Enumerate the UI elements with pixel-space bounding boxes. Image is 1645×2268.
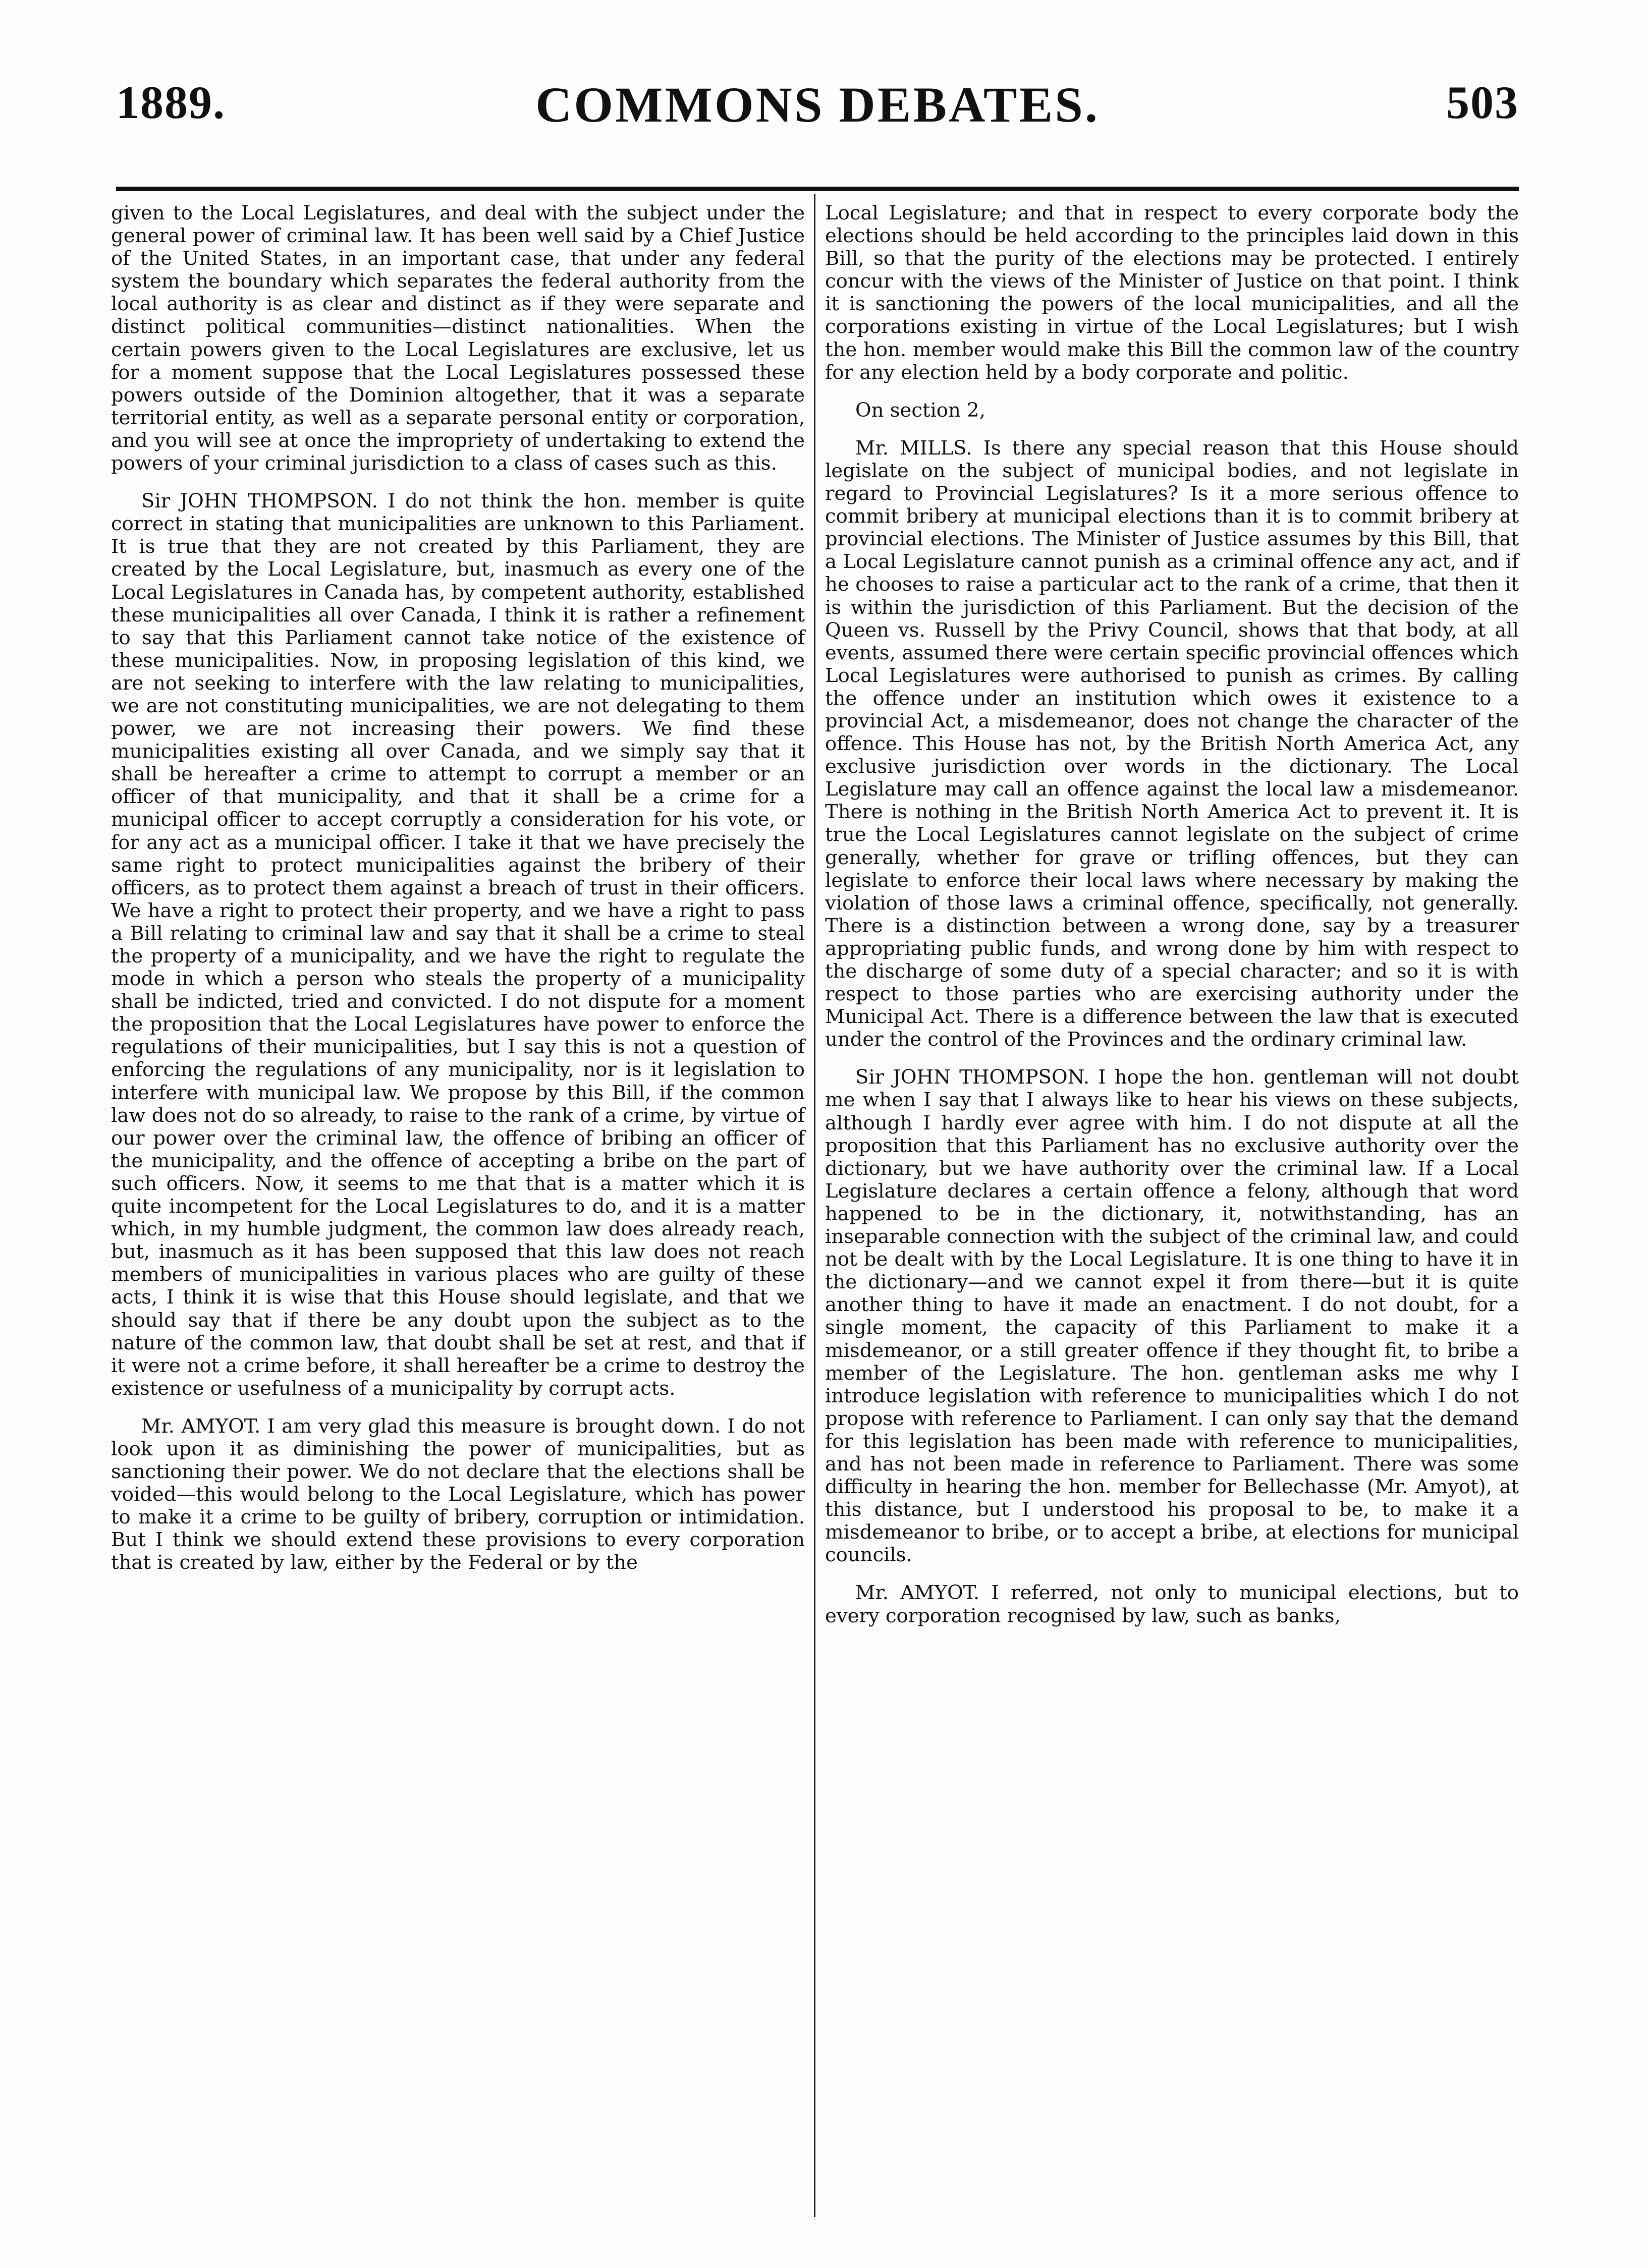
header-page-number: 503 — [1446, 77, 1519, 128]
right-column — [825, 202, 1519, 1627]
header-rule — [116, 187, 1519, 191]
left-column — [111, 202, 805, 1574]
section-heading: On section 2, — [855, 399, 985, 422]
column-divider — [814, 194, 815, 2217]
right-paragraph: Local Legislature; and that in respect to every corporate body the elections should be held according to the principles laid down in this Bill, so that the purity of the elections may be protected. I entirely concur with the views of the Minister of Justice on that point. I think it is sanctioning the powers of the local municipalities, and all the corporations existing in virtue of the Local Legislatures; but I wish the hon. member would make this Bill the common law of the country for any election held by a body corporate and politic. — [825, 202, 1519, 384]
header-title: COMMONS DEBATES. — [535, 77, 1100, 133]
right-paragraph: Sir JOHN THOMPSON. I hope the hon. gentleman will not doubt me when I say that I always like to hear his views on these subjects, although I hardly ever agree with him. I do not dispute at all the proposition that this Parliament has no exclusive authority over the dictionary, but we have authority over the criminal law. If a Local Legislature declares a certain offence a felony, although that word happened to be in the dictionary, it, notwithstanding, has an inseparable connection with the subject of the criminal law, and could not be dealt with by the Local Legislature. It is one thing to have it in the dictionary—and we cannot expel it from there—but it is quite another thing to have it made an enactment. I do not doubt, for a single moment, the capacity of this Parliament to make it a misdemeanor, or a still greater offence if they thought fit, to bribe a member of the Legislature. The hon. gentleman asks me why I introduce legislation with reference to municipalities which I do not propose with reference to Parliament. I can only say that the demand for this legislation has been made with reference to municipalities, and has not been made in reference to Parliament. There was some difficulty in hearing the hon. member for Bellechasse (Mr. Amyot), at this distance, but I understood his proposal to be, to make it a misdemeanor to bribe, or to accept a bribe, at elections for municipal councils. — [825, 1066, 1519, 1567]
right-paragraph: Mr. MILLS. Is there any special reason that this House should legislate on the subject of municipal bodies, and not legislate in regard to Provincial Legislatures? Is it a more serious offence to commit bribery at municipal elections than it is to commit bribery at provincial elections. The Minister of Justice assumes by this Bill, that a Local Legislature cannot punish as a criminal offence any act, and if he chooses to raise a particular act to the rank of a crime, that then it is within the jurisdiction of this Parliament. But the decision of the Queen vs. Russell by the Privy Council, shows that that body, at all events, assumed there were certain specific provincial offences which Local Legislatures were authorised to punish as crimes. By calling the offence under an institution which owes it existence to a provincial Act, a misdemeanor, does not change the character of the offence. This House has not, by the British North America Act, any exclusive jurisdiction over words in the dictionary. The Local Legislature may call an offence against the local law a misdemeanor. There is nothing in the British North America Act to prevent it. It is true the Local Legislatures cannot legislate on the subject of crime generally, whether for grave or trifling offences, but they can legislate to enforce their local laws where necessary by making the violation of those laws a criminal offence, specifically, not generally. There is a distinction between a wrong done, say by a treasurer appropriating public funds, and wrong done by him with respect to the discharge of some duty of a special character; and so it is with respect to those parties who are exercising authority under the Municipal Act. There is a difference between the law that is executed under the control of the Provinces and the ordinary criminal law. — [825, 436, 1519, 1051]
left-paragraph: Mr. AMYOT. I am very glad this measure is brought down. I do not look upon it as diminishing the power of municipalities, but as sanctioning their power. We do not declare that the elections shall be voided—this would belong to the Local Legislature, which has power to make it a crime to be guilty of bribery, corruption or intimidation. But I think we should extend these provisions to every corporation that is created by law, either by the Federal or by the — [111, 1414, 805, 1574]
header-year: 1889. — [116, 77, 226, 128]
left-paragraph: Sir JOHN THOMPSON. I do not think the hon. member is quite correct in stating that municipalities are unknown to this Parliament. It is true that they are not created by this Parliament, they are created by the Local Legislature, but, inasmuch as every one of the Local Legislatures in Canada has, by competent authority, established these municipalities all over Canada, I think it is rather a refinement to say that this Parliament cannot take notice of the existence of these municipalities. Now, in proposing legislation of this kind, we are not seeking to interfere with the law relating to municipalities, we are not constituting municipalities, we are not delegating to them power, we are not increasing their powers. We find these municipalities existing all over Canada, and we simply say that it shall be hereafter a crime to attempt to corrupt a member or an officer of that municipality, and that it shall be a crime for a municipal officer to accept corruptly a consideration for his vote, or for any act as a municipal officer. I take it that we have precisely the same right to protect municipalities against the bribery of their officers, as to protect them against a breach of trust in their officers. We have a right to protect their property, and we have a right to pass a Bill relating to criminal law and say that it shall be a crime to steal the property of a municipality, and we have the right to regulate the mode in which a person who steals the property of a municipality shall be indicted, tried and convicted. I do not dispute for a moment the proposition that the Local Legislatures have power to enforce the regulations of their municipalities, but I say this is not a question of enforcing the regulations of any municipality, nor is it legislation to interfere with municipal law. We propose by this Bill, if the common law does not do so already, to raise to the rank of a crime, by virtue of our power over the criminal law, the offence of bribing an officer of the municipality, and the offence of accepting a bribe on the part of such officers. Now, it seems to me that that is a matter which it is quite incompetent for the Local Legislatures to do, and it is a matter which, in my humble judgment, the common law does already reach, but, inasmuch as it has been supposed that this law does not reach members of municipalities in various places who are guilty of these acts, I think it is wise that this House should legislate, and that we should say that if there be any doubt upon the subject as to the nature of the common law, that doubt shall be set at rest, and that if it were not a crime before, it shall hereafter be a crime to destroy the existence or usefulness of a municipality by corrupt acts. — [111, 490, 805, 1400]
page-header — [116, 76, 1519, 146]
right-paragraph: Mr. AMYOT. I referred, not only to municipal elections, but to every corporation recognised by law, such as banks, — [825, 1581, 1519, 1627]
left-paragraph: given to the Local Legislatures, and deal with the subject under the general power of criminal law. It has been well said by a Chief Justice of the United States, in an important case, that under any federal system the boundary which separates the federal authority from the local authority is as clear and distinct as if they were separate and distinct political communities—distinct nationalities. When the certain powers given to the Local Legislatures are exclusive, let us for a moment suppose that the Local Legislatures possessed these powers outside of the Dominion altogether, that it was a separate territorial entity, as well as a separate personal entity or corporation, and you will see at once the impropriety of undertaking to extend the powers of your criminal jurisdiction to a class of cases such as this. — [111, 202, 805, 475]
